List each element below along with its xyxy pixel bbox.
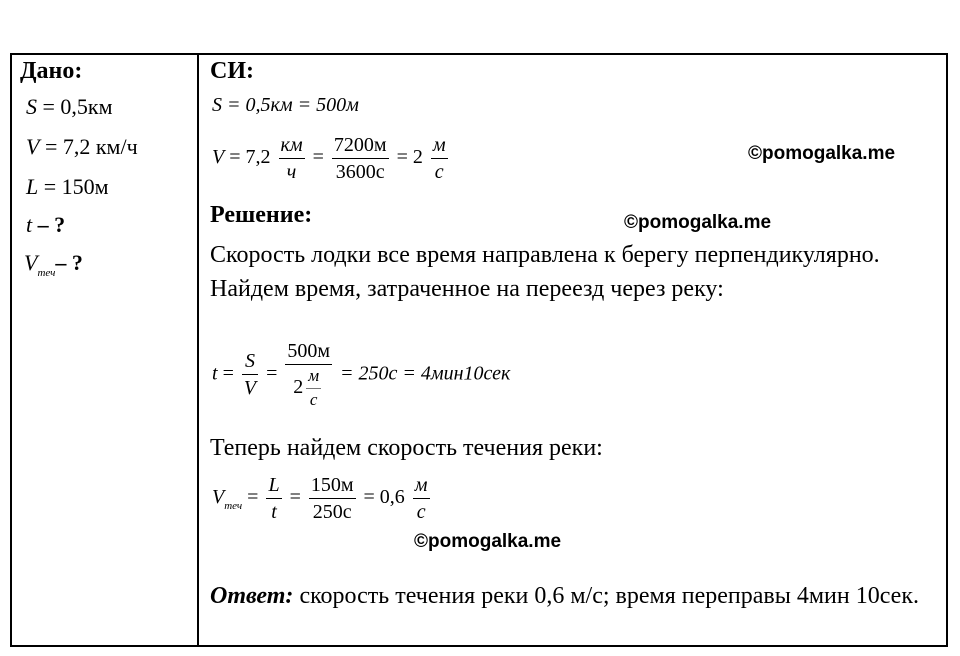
answer-label: Ответ: <box>210 583 294 609</box>
watermark: ©pomogalka.me <box>414 531 562 552</box>
solution-paragraph-2: Теперь найдем скорость течения реки: <box>210 435 603 461</box>
current-speed-formula: $V_{теч}$ = $\frac{L}{t}$ = $\frac{150м}{250с}$ = 0,6 $\frac{м}{с}$ <box>212 474 428 523</box>
solution-title: Решение: <box>210 202 313 228</box>
given-l: L = 150м <box>26 174 109 199</box>
time-formula: t = $\frac{S}{V}$ = 500м 2 $\frac{м}{с}$ = 250с = 4мин10сек <box>212 340 511 409</box>
column-divider <box>197 53 199 647</box>
si-title: СИ: <box>210 58 254 84</box>
solution-paragraph-1: Скорость лодки все время направлена к берегу перпендикулярно. Найдем время, затраченное на переезд через реку: <box>210 242 880 302</box>
watermark: ©pomogalka.me <box>748 143 896 164</box>
given-s: S = 0,5км <box>26 94 113 119</box>
answer-text: скорость течения реки 0,6 м/с; время переправы 4мин 10сек. <box>293 583 919 609</box>
given-vt: $V_{теч}-$ ? <box>24 250 83 279</box>
given-t: t – ? <box>26 212 66 237</box>
watermark: ©pomogalka.me <box>624 212 772 233</box>
si-v-formula: V = 7,2 $\frac{км}{ч}$ = $\frac{7200м}{3600с}$ = 2 $\frac{м}{с}$ <box>212 134 446 183</box>
given-title: Дано: <box>20 58 83 84</box>
given-v: V = 7,2 км/ч <box>26 134 138 159</box>
answer <box>210 579 940 613</box>
si-s-formula: S = 0,5км = 500м <box>212 94 359 116</box>
